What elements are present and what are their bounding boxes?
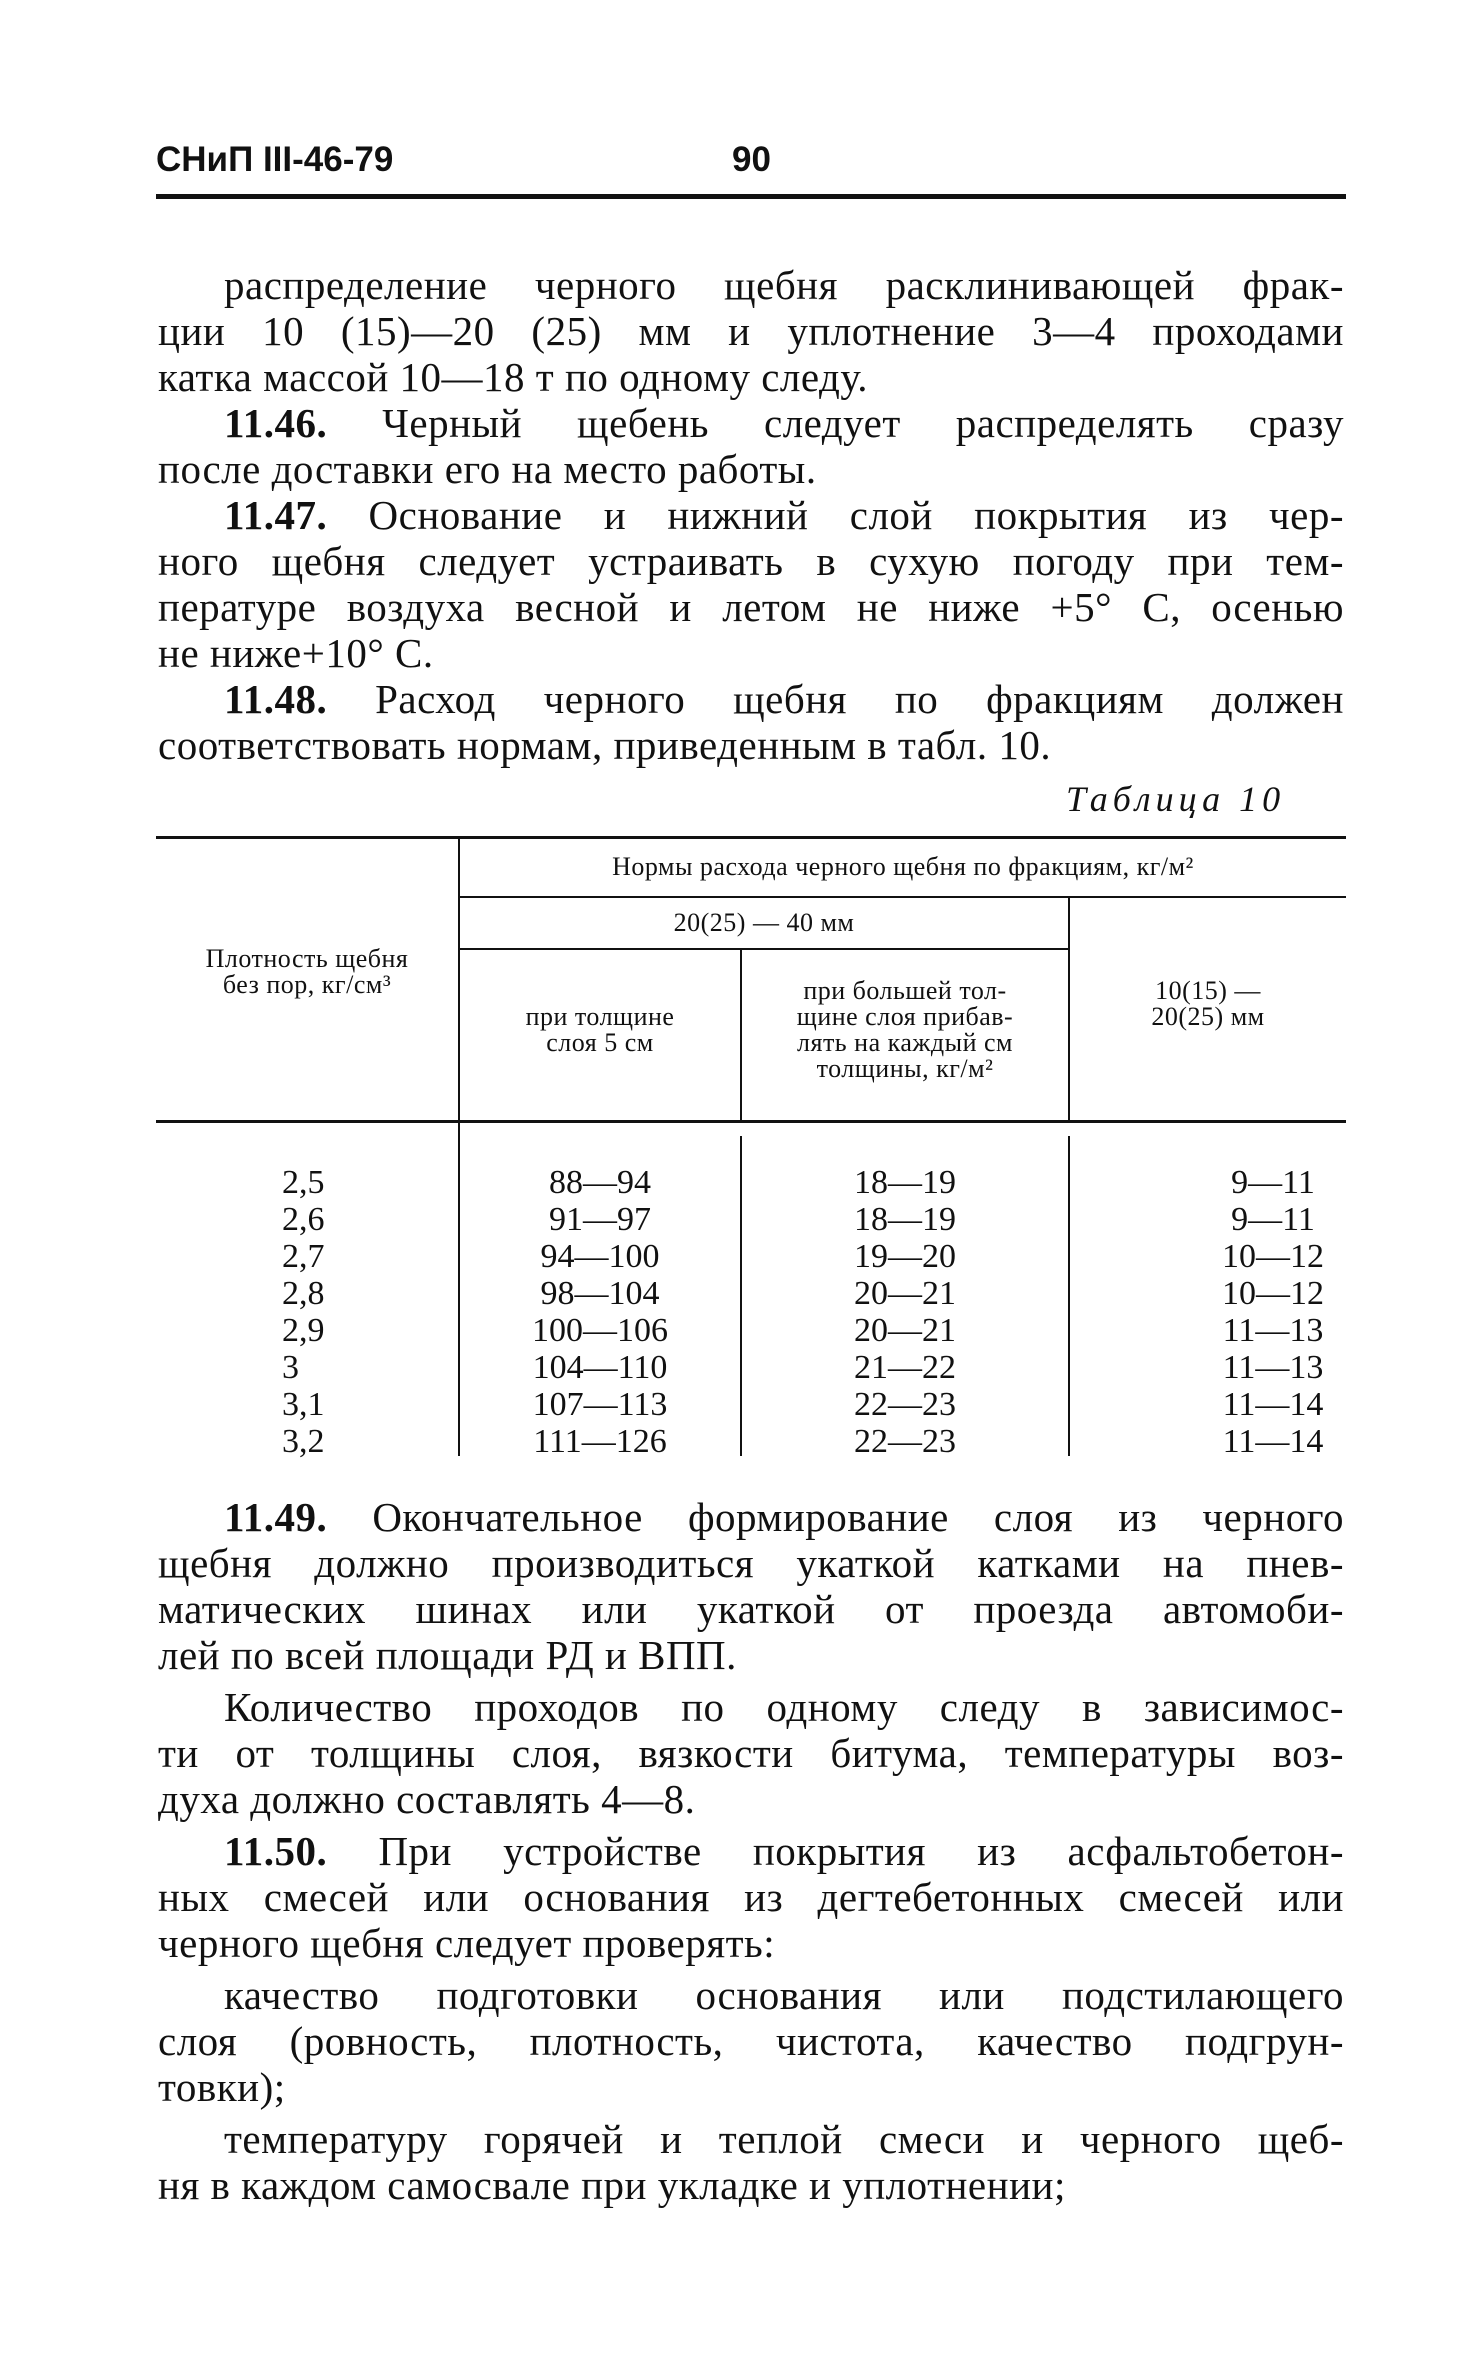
column-fraction-10-20: [1200, 1164, 1346, 1460]
text-line: Количество проходов по одному следу в зависимос-: [224, 1684, 1344, 1730]
table-cell: 22—23: [854, 1386, 956, 1423]
clause-number: 11.50.: [224, 1828, 328, 1874]
running-head: [156, 140, 1346, 190]
column-density: [282, 1164, 452, 1460]
header-fraction-10-20: [1070, 978, 1346, 1030]
header-rule-norms: [460, 896, 1346, 898]
clause-number: 11.47.: [224, 492, 328, 538]
table-cell: 2,9: [282, 1312, 325, 1349]
table-cell: 21—22: [854, 1349, 956, 1386]
table-cell: 3: [282, 1349, 299, 1386]
table-cell: 11—13: [1222, 1312, 1324, 1349]
table-top-rule: [156, 836, 1346, 839]
table-cell: 10—12: [1222, 1275, 1324, 1312]
header-line: 10(15) —: [1155, 976, 1261, 1005]
text-line: Расход черного щебня по фракциям должен: [327, 676, 1344, 722]
header-line: при толщине: [525, 1002, 675, 1031]
text-line: не ниже+10° С.: [158, 630, 434, 676]
text-line: Черный щебень следует распределять сразу: [327, 400, 1344, 446]
text-line: черного щебня следует проверять:: [158, 1920, 776, 1966]
clause-number: 11.49.: [224, 1494, 328, 1540]
text-line: соответствовать нормам, приведенным в табл. 10.: [158, 722, 1052, 768]
text-line: матических шинах или укаткой от проезда автомоби-: [158, 1586, 1344, 1632]
table-10: [156, 836, 1346, 1460]
paragraph-11-50-first-line: [224, 1828, 1344, 1874]
header-bottom-rule: [156, 1120, 1346, 1123]
table-cell: 2,8: [282, 1275, 325, 1312]
table-cell: 111—126: [533, 1423, 667, 1460]
table-cell: 2,7: [282, 1238, 325, 1275]
text-line: распределение черного щебня расклинивающей фрак-: [224, 262, 1344, 308]
doc-code: СНиП III-46-79: [156, 140, 394, 179]
text-line: лей по всей площади РД и ВПП.: [158, 1632, 737, 1678]
paragraph-11-49-first-line: [224, 1494, 1344, 1540]
clause-number: 11.46.: [224, 400, 328, 446]
page-number: 90: [732, 140, 771, 179]
table-cell: 11—13: [1222, 1349, 1324, 1386]
paragraph-11-48-first-line: [224, 676, 1344, 722]
text-line: ции 10 (15)—20 (25) мм и уплотнение 3—4 проходами: [158, 308, 1344, 354]
header-line: щине слоя прибав-: [796, 1002, 1014, 1031]
paragraph-11-47-first-line: [224, 492, 1344, 538]
header-rule: [156, 194, 1346, 199]
text-line: Основание и нижний слой покрытия из чер-: [327, 492, 1344, 538]
table-cell: 19—20: [854, 1238, 956, 1275]
header-line: при большей тол-: [803, 976, 1007, 1005]
text-line: При устройстве покрытия из асфальтобетон-: [327, 1828, 1344, 1874]
text-line: слоя (ровность, плотность, чистота, качество подгрун-: [158, 2018, 1344, 2064]
table-cell: 11—14: [1222, 1386, 1324, 1423]
table-cell: 10—12: [1222, 1238, 1324, 1275]
header-line: без пор, кг/см³: [222, 970, 392, 999]
text-line: Окончательное формирование слоя из черного: [327, 1494, 1344, 1540]
text-line: пературе воздуха весной и летом не ниже +5° С, осенью: [158, 584, 1344, 630]
table-cell: 107—113: [532, 1386, 668, 1423]
table-cell: 91—97: [549, 1201, 651, 1238]
table-cell: 100—106: [532, 1312, 668, 1349]
table-cell: 2,5: [282, 1164, 325, 1201]
text-line: ного щебня следует устраивать в сухую погоду при тем-: [158, 538, 1344, 584]
header-extra-per-cm: [742, 978, 1068, 1082]
text-line: качество подготовки основания или подстилающего: [224, 1972, 1344, 2018]
header-thickness-5: [460, 1004, 740, 1056]
header-rule-fraction: [460, 948, 1068, 950]
table-cell: 3,2: [282, 1423, 325, 1460]
header-density: [156, 946, 458, 998]
header-line: толщины, кг/м²: [816, 1054, 994, 1083]
table-caption: Таблица 10: [1066, 779, 1286, 819]
text-line: щебня должно производиться укаткой катками на пнев-: [158, 1540, 1344, 1586]
header-line: слоя 5 см: [546, 1028, 654, 1057]
table-cell: 11—14: [1222, 1423, 1324, 1460]
table-cell: 98—104: [540, 1275, 660, 1312]
clause-number: 11.48.: [224, 676, 328, 722]
column-divider: [1068, 1136, 1070, 1456]
table-cell: 18—19: [854, 1164, 956, 1201]
table-cell: 20—21: [854, 1275, 956, 1312]
text-line: духа должно составлять 4—8.: [158, 1776, 696, 1822]
header-fraction-20-40: 20(25) — 40 мм: [673, 908, 855, 937]
column-thickness-5: [460, 1164, 740, 1460]
table-cell: 18—19: [854, 1201, 956, 1238]
text-line: катка массой 10—18 т по одному следу.: [158, 354, 869, 400]
table-cell: 104—110: [532, 1349, 668, 1386]
table-cell: 3,1: [282, 1386, 325, 1423]
text-line: ти от толщины слоя, вязкости битума, температуры воз-: [158, 1730, 1344, 1776]
paragraph-11-46-first-line: [224, 400, 1344, 446]
table-cell: 9—11: [1231, 1164, 1315, 1201]
table-cell: 94—100: [540, 1238, 660, 1275]
table-cell: 88—94: [549, 1164, 651, 1201]
header-norms: Нормы расхода черного щебня по фракциям, кг/м²: [612, 852, 1194, 881]
column-extra-per-cm: [742, 1164, 1068, 1460]
text-line: после доставки его на место работы.: [158, 446, 817, 492]
text-line: температуру горячей и теплой смеси и черного щеб-: [224, 2116, 1344, 2162]
table-cell: 22—23: [854, 1423, 956, 1460]
table-cell: 9—11: [1231, 1201, 1315, 1238]
header-line: 20(25) мм: [1151, 1002, 1265, 1031]
text-line: ня в каждом самосвале при укладке и уплотнении;: [158, 2162, 1066, 2208]
header-line: лять на каждый см: [797, 1028, 1013, 1057]
paragraph-continuation: [158, 262, 1344, 308]
table-cell: 2,6: [282, 1201, 325, 1238]
table-cell: 20—21: [854, 1312, 956, 1349]
text-line: товки);: [158, 2064, 286, 2110]
text-line: ных смесей или основания из дегтебетонных смесей или: [158, 1874, 1344, 1920]
header-line: Плотность щебня: [205, 944, 409, 973]
